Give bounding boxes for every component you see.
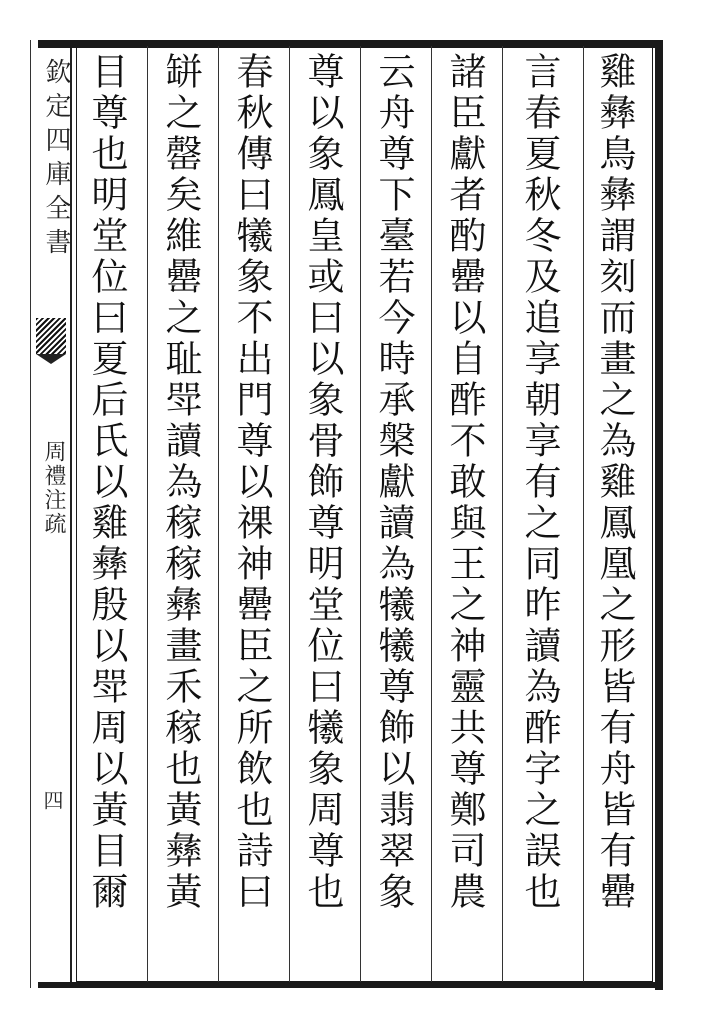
column-divider xyxy=(431,46,432,982)
text-column: 春秋傳曰犧象不出門尊以祼神罍臣之所飲也詩曰 xyxy=(230,52,273,913)
text-column: 尊以象鳳皇或曰以象骨飾尊明堂位曰犧象周尊也 xyxy=(301,52,344,913)
section-title: 周禮注疏 xyxy=(41,440,66,536)
column-divider xyxy=(218,46,219,982)
book-title: 欽定四庫全書 xyxy=(41,58,71,262)
text-column: 目尊也明堂位曰夏后氏以雞彝殷以斝周以黃目爾 xyxy=(85,52,128,913)
column-divider xyxy=(583,46,584,982)
frame-bottom-border xyxy=(38,982,663,988)
text-column: 諸臣獻者酌罍以自酢不敢與王之神靈共尊鄭司農 xyxy=(443,52,486,913)
text-column: 雞彝鳥彝謂刻而畫之為雞鳳凰之形皆有舟皆有罍 xyxy=(593,52,636,913)
column-divider xyxy=(147,46,148,982)
page-number: 四 xyxy=(40,790,64,810)
column-divider xyxy=(289,46,290,982)
text-column: 云舟尊下臺若今時承槃獻讀為犧犧尊飾以翡翠象 xyxy=(372,52,415,913)
column-divider xyxy=(502,46,503,982)
text-column: 缾之罄矣維罍之耻斝讀為稼稼彝畫禾稼也黃彝黃 xyxy=(159,52,202,913)
frame-right-border xyxy=(655,40,663,990)
text-column: 言春夏秋冬及追享朝享有之同昨讀為酢字之誤也 xyxy=(518,52,561,913)
column-divider xyxy=(360,46,361,982)
fishtail-mark-icon xyxy=(36,318,66,354)
